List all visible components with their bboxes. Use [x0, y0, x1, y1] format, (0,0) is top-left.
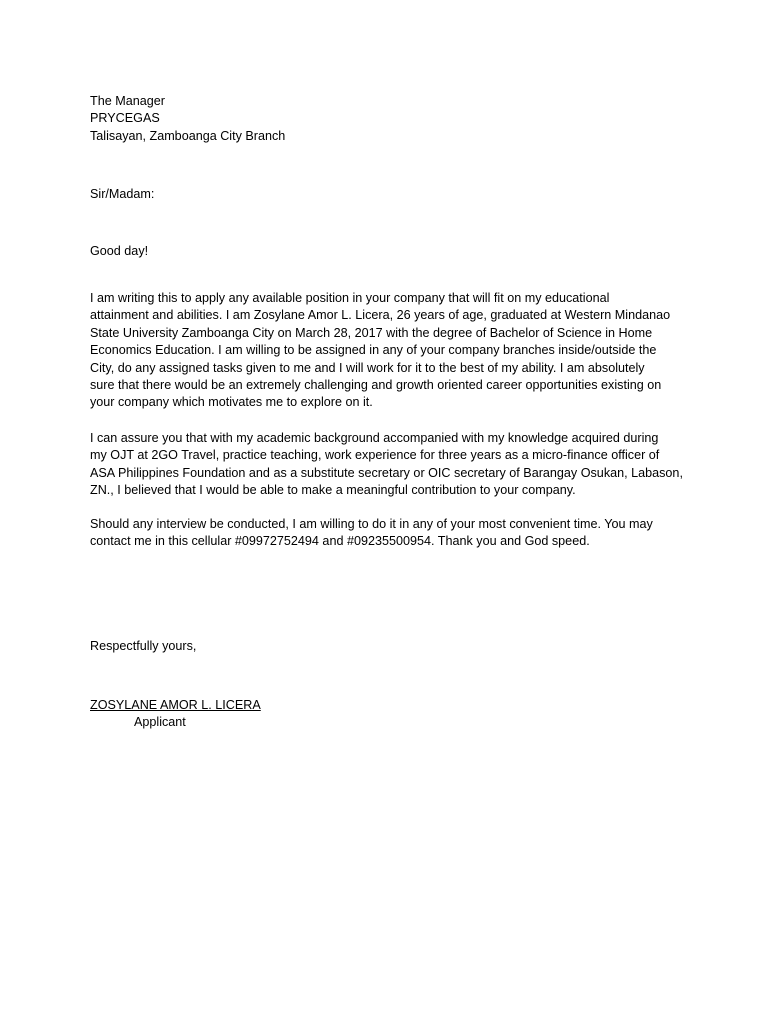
salutation	[90, 186, 690, 203]
paragraph-2-line: ASA Philippines Foundation and as a substitute secretary or OIC secretary of Barangay Osukan, Labason,	[90, 465, 683, 480]
closing-text: Respectfully yours,	[90, 639, 197, 653]
body-paragraph-2	[90, 430, 690, 500]
paragraph-2-line: I can assure you that with my academic background accompanied with my knowledge acquired during	[90, 431, 659, 445]
paragraph-1-line: City, do any assigned tasks given to me and I will work for it to the best of my ability. I am absolutely	[90, 360, 645, 375]
signature-title: Applicant	[134, 715, 186, 730]
recipient-address	[90, 93, 690, 145]
closing	[90, 638, 690, 655]
recipient-line-3: Talisayan, Zamboanga City Branch	[90, 128, 286, 143]
paragraph-1-line: attainment and abilities. I am Zosylane Amor L. Licera, 26 years of age, graduated at Western Mindanao	[90, 308, 671, 323]
paragraph-3-line: contact me in this cellular #09972752494 and #09235500954. Thank you and God speed.	[90, 534, 590, 549]
paragraph-3-line: Should any interview be conducted, I am willing to do it in any of your most convenient time. You may	[90, 517, 653, 531]
paragraph-2-line: ZN., I believed that I would be able to make a meaningful contribution to your company.	[90, 483, 576, 498]
body-paragraph-1	[90, 290, 690, 412]
signature-name: ZOSYLANE AMOR L. LICERA	[90, 698, 261, 712]
greeting-text: Good day!	[90, 244, 149, 258]
paragraph-2-line: my OJT at 2GO Travel, practice teaching, work experience for three years as a micro-finance officer of	[90, 448, 660, 463]
paragraph-1-line: I am writing this to apply any available position in your company that will fit on my educational	[90, 291, 610, 305]
paragraph-1-line: State University Zamboanga City on March 28, 2017 with the degree of Bachelor of Science in Home	[90, 325, 653, 340]
recipient-line-1: The Manager	[90, 94, 165, 108]
paragraph-1-line: sure that there would be an extremely challenging and growth oriented career opportunities existing on	[90, 378, 662, 393]
paragraph-1-line: your company which motivates me to explore on it.	[90, 395, 373, 410]
signature-block	[90, 697, 690, 732]
recipient-line-2: PRYCEGAS	[90, 111, 160, 126]
paragraph-1-line: Economics Education. I am willing to be assigned in any of your company branches inside/outside the	[90, 343, 657, 358]
salutation-text: Sir/Madam:	[90, 187, 155, 201]
greeting	[90, 243, 690, 260]
body-paragraph-3	[90, 516, 690, 551]
